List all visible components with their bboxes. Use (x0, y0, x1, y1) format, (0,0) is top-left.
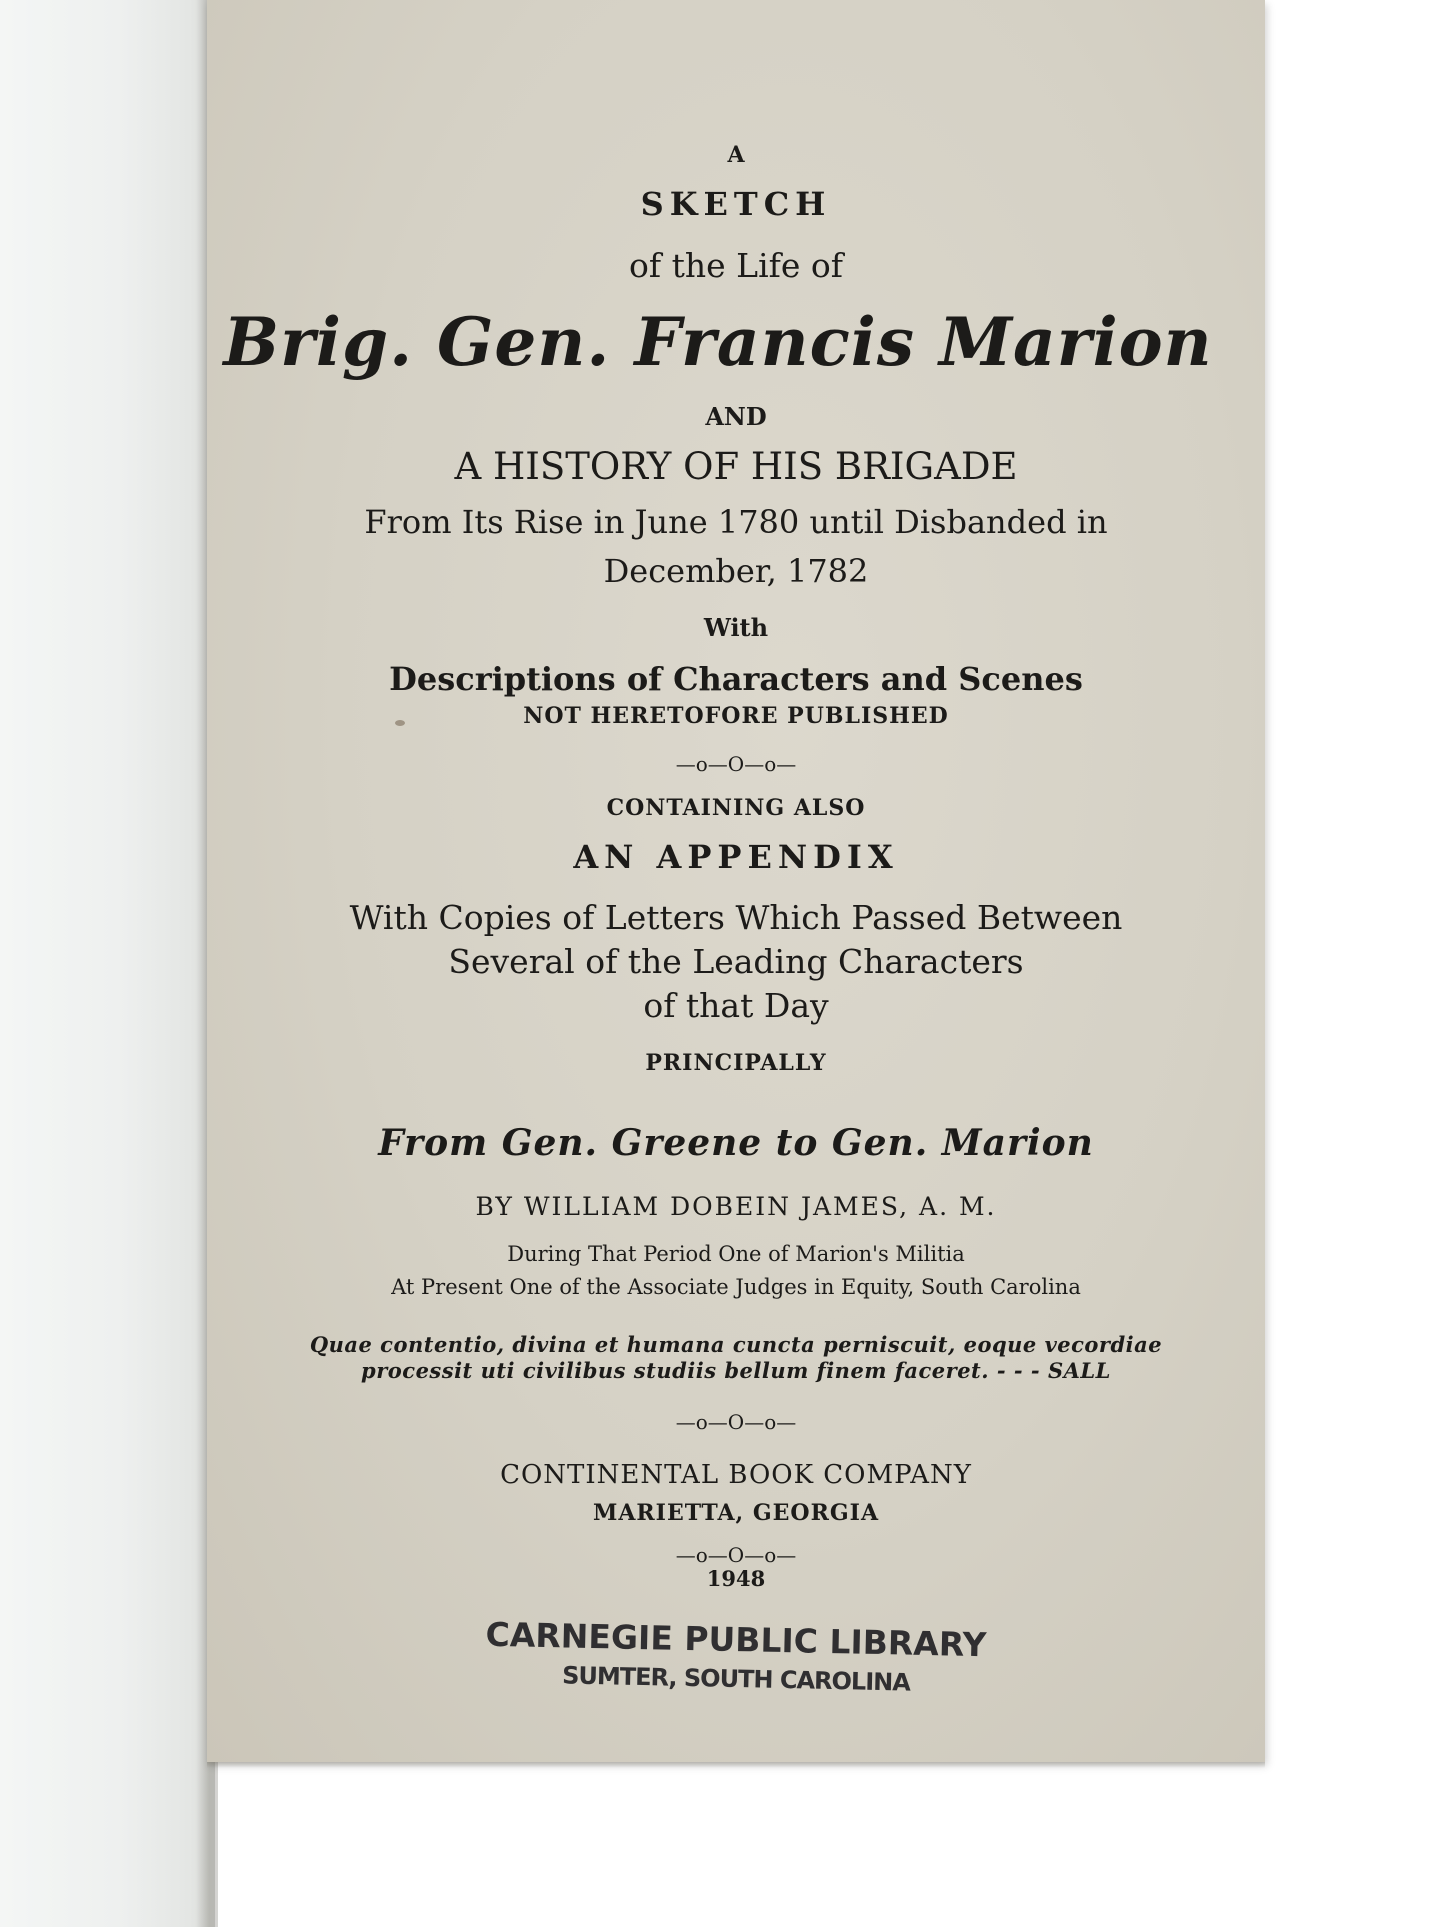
latin-quote-line-1: Quae contentio, divina et humana cuncta perniscuit, eoque vecordiae (309, 1332, 1163, 1357)
title-descriptions: Descriptions of Characters and Scenes (389, 660, 1083, 698)
ornament-divider: —o—O—o— (675, 752, 797, 776)
latin-quote-line-2: processit uti civilibus studiis bellum finem faceret. - - - SALL (361, 1358, 1111, 1383)
title-author-note-1: During That Period One of Marion's Militia (507, 1242, 965, 1266)
publication-year: 1948 (706, 1566, 766, 1591)
title-not-published: NOT HERETOFORE PUBLISHED (523, 703, 949, 729)
title-containing: CONTAINING ALSO (606, 795, 866, 821)
library-stamp-line-2: SUMTER, SOUTH CAROLINA (561, 1661, 911, 1697)
title-principally: PRINCIPALLY (645, 1050, 827, 1076)
title-letters-line-1: With Copies of Letters Which Passed Between (349, 898, 1123, 937)
ornament-divider: —o—O—o— (675, 1410, 797, 1434)
ornament-divider: —o—O—o— (675, 1543, 797, 1567)
title-period-line-1: From Its Rise in June 1780 until Disbanded in (364, 503, 1108, 541)
title-and: AND (705, 402, 767, 431)
title-with: With (703, 613, 769, 642)
title-appendix: AN APPENDIX (573, 838, 899, 876)
title-history: A HISTORY OF HIS BRIGADE (454, 445, 1018, 488)
publisher-place: MARIETTA, GEORGIA (592, 1500, 880, 1526)
title-letters-line-2: Several of the Leading Characters (448, 942, 1024, 981)
title-name-blackletter: Brig. Gen. Francis Marion (223, 303, 1213, 381)
facing-blank-page (0, 0, 215, 1927)
title-author: BY WILLIAM DOBEIN JAMES, A. M. (475, 1192, 997, 1221)
title-sketch: SKETCH (640, 185, 832, 223)
title-period-line-2: December, 1782 (603, 552, 869, 590)
library-stamp-line-1: CARNEGIE PUBLIC LIBRARY (485, 1614, 987, 1665)
title-page (207, 0, 1265, 1762)
page-bottom-edge-shadow (207, 1762, 1265, 1768)
title-of-life: of the Life of (629, 246, 843, 285)
publisher-name: CONTINENTAL BOOK COMPANY (500, 1460, 972, 1490)
title-article: A (727, 142, 745, 168)
title-author-note-2: At Present One of the Associate Judges in Equity, South Carolina (391, 1275, 1081, 1299)
title-letters-line-3: of that Day (643, 986, 829, 1025)
title-from-greene-blackletter: From Gen. Greene to Gen. Marion (378, 1122, 1094, 1164)
